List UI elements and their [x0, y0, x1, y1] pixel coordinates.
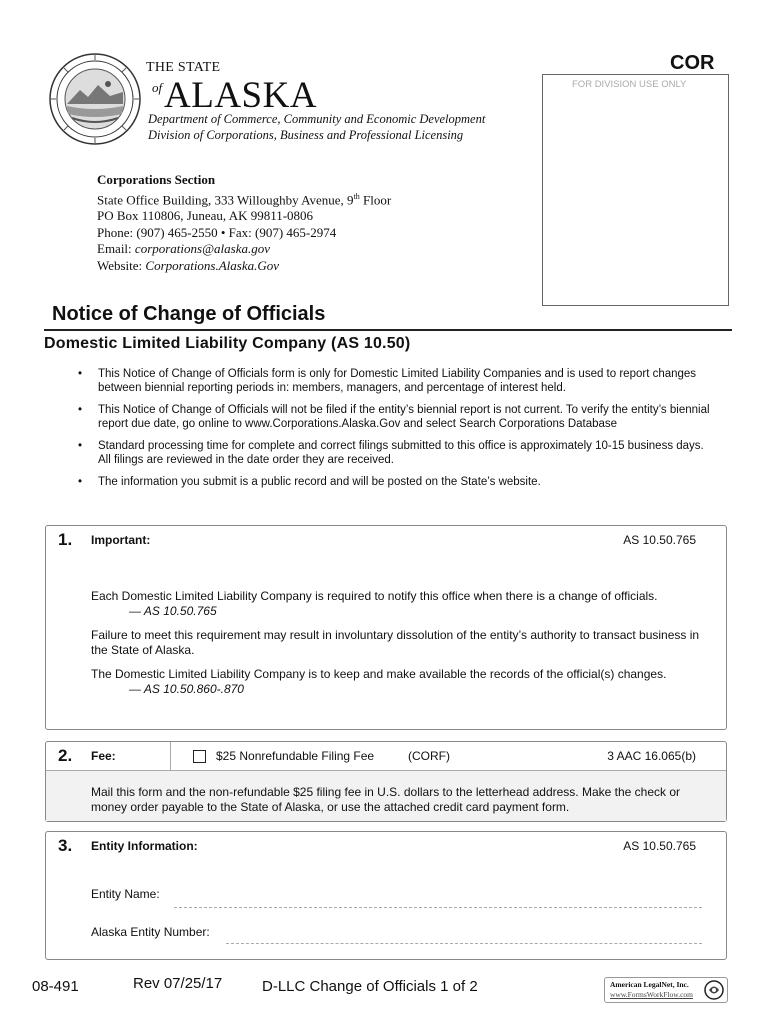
bullet-text: This Notice of Change of Officials will not be filed if the entity’s biennial report is not current. To verify the entity’s biennial report due date, go online to www.Corporations.Alaska.Gov and select Search Corporations Database — [98, 404, 710, 430]
important-paragraph-1 — [91, 589, 706, 618]
citation: — AS 10.50.860-.870 — [129, 681, 244, 696]
email-link[interactable]: corporations@alaska.gov — [134, 241, 271, 257]
section-number: 3. — [58, 836, 73, 855]
section-body — [91, 589, 706, 706]
phone-fax: Phone: (907) 465-2550 • Fax: (907) 465-2974 — [97, 224, 337, 240]
website-link[interactable]: Corporations.Alaska.Gov — [145, 257, 280, 273]
section-number: 2. — [58, 746, 73, 765]
email-line — [97, 241, 391, 258]
bullet-icon: • — [78, 440, 83, 452]
fee-checkbox[interactable] — [193, 750, 206, 763]
fee-option-label: $25 Nonrefundable Filing Fee — [216, 749, 375, 763]
section-label: Fee: — [91, 749, 116, 763]
state-name: ALASKA — [164, 75, 318, 116]
website-label: Website: — [97, 257, 146, 273]
important-paragraph-2: Failure to meet this requirement may result in involuntary dissolution of the entity’s authority to transact business in the State of Alaska. — [91, 628, 700, 657]
form-number: 08-491 — [32, 978, 79, 995]
bullet-text: This Notice of Change of Officials form is only for Domestic Limited Liability Companies and is used to report changes between biennial reporting periods in: members, managers, and percentage of interest held. — [98, 368, 697, 394]
section-important — [45, 525, 727, 730]
section-header — [46, 742, 726, 771]
bullet-text: Standard processing time for complete and correct filings submitted to this office is approximately 10-15 business days. All filings are reviewed in the date order they are received. — [98, 440, 704, 466]
department-name: Department of Commerce, Community and Economic Development — [148, 112, 486, 126]
publisher-logo-icon — [704, 980, 724, 1000]
important-paragraph-3 — [91, 667, 706, 696]
the-state-text: THE STATE — [146, 60, 221, 75]
address-prefix: State Office Building, 333 Willoughby Avenue, 9 — [97, 191, 354, 207]
division-name: Division of Corporations, Business and Professional Licensing — [148, 127, 464, 142]
state-seal-icon — [48, 52, 142, 146]
paragraph-text: The Domestic Limited Liability Company is to keep and make available the records of the official(s) changes. — [91, 667, 667, 681]
entity-name-label: Entity Name: — [91, 887, 160, 901]
form-footer-title: D-LLC Change of Officials 1 of 2 — [262, 978, 478, 995]
website-line — [97, 258, 391, 275]
bullet-icon: • — [78, 476, 83, 488]
fee-instructions: Mail this form and the non-refundable $25 filing fee in U.S. dollars to the letterhead address. Make the check or money order payable to the State of Alaska, or use the attached credit card payment form. — [91, 785, 680, 814]
bullet-icon: • — [78, 368, 83, 380]
section-reference: AS 10.50.765 — [623, 839, 696, 853]
email-label: Email: — [97, 241, 135, 257]
form-code: COR — [670, 52, 715, 74]
bullet-text: The information you submit is a public record and will be posted on the State’s website. — [98, 476, 541, 488]
section-header — [46, 526, 726, 554]
page-subtitle: Domestic Limited Liability Company (AS 10.50) — [44, 335, 411, 352]
publisher-badge — [604, 977, 728, 1003]
instructions-list — [72, 367, 712, 497]
department-block — [148, 112, 485, 143]
section-fee — [45, 741, 727, 822]
list-item — [72, 439, 712, 467]
po-box: PO Box 110806, Juneau, AK 99811-0806 — [97, 208, 314, 224]
fee-code: (CORF) — [408, 749, 450, 763]
floor-sup: th — [353, 191, 360, 201]
citation: — AS 10.50.765 — [129, 603, 217, 618]
bullet-icon: • — [78, 404, 83, 416]
entity-number-field[interactable] — [226, 943, 702, 944]
section-reference: AS 10.50.765 — [623, 533, 696, 547]
header-divider — [170, 742, 171, 770]
of-text: of — [152, 80, 163, 95]
section-reference: 3 AAC 16.065(b) — [607, 749, 696, 763]
address-line — [97, 189, 391, 209]
section-label: Entity Information: — [91, 839, 198, 853]
section-entity-information — [45, 831, 727, 960]
address-suffix: Floor — [359, 191, 392, 207]
contact-block — [97, 172, 391, 274]
section-label: Important: — [91, 533, 151, 547]
list-item — [72, 367, 712, 395]
entity-name-field[interactable] — [174, 907, 702, 908]
list-item — [72, 475, 712, 489]
section-number: 1. — [58, 530, 73, 549]
title-divider — [44, 329, 732, 331]
page-title: Notice of Change of Officials — [52, 303, 326, 325]
list-item — [72, 403, 712, 431]
entity-number-label: Alaska Entity Number: — [91, 925, 210, 939]
division-use-label: FOR DIVISION USE ONLY — [572, 79, 687, 90]
section-title: Corporations Section — [97, 172, 216, 187]
paragraph-text: Each Domestic Limited Liability Company is required to notify this office when there is a change of officials. — [91, 589, 658, 603]
section-header — [46, 832, 726, 860]
publisher-url[interactable]: www.FormsWorkFlow.com — [610, 990, 694, 999]
publisher-name: American LegalNet, Inc. — [610, 980, 689, 989]
form-revision: Rev 07/25/17 — [133, 975, 223, 992]
division-use-box — [542, 74, 729, 306]
